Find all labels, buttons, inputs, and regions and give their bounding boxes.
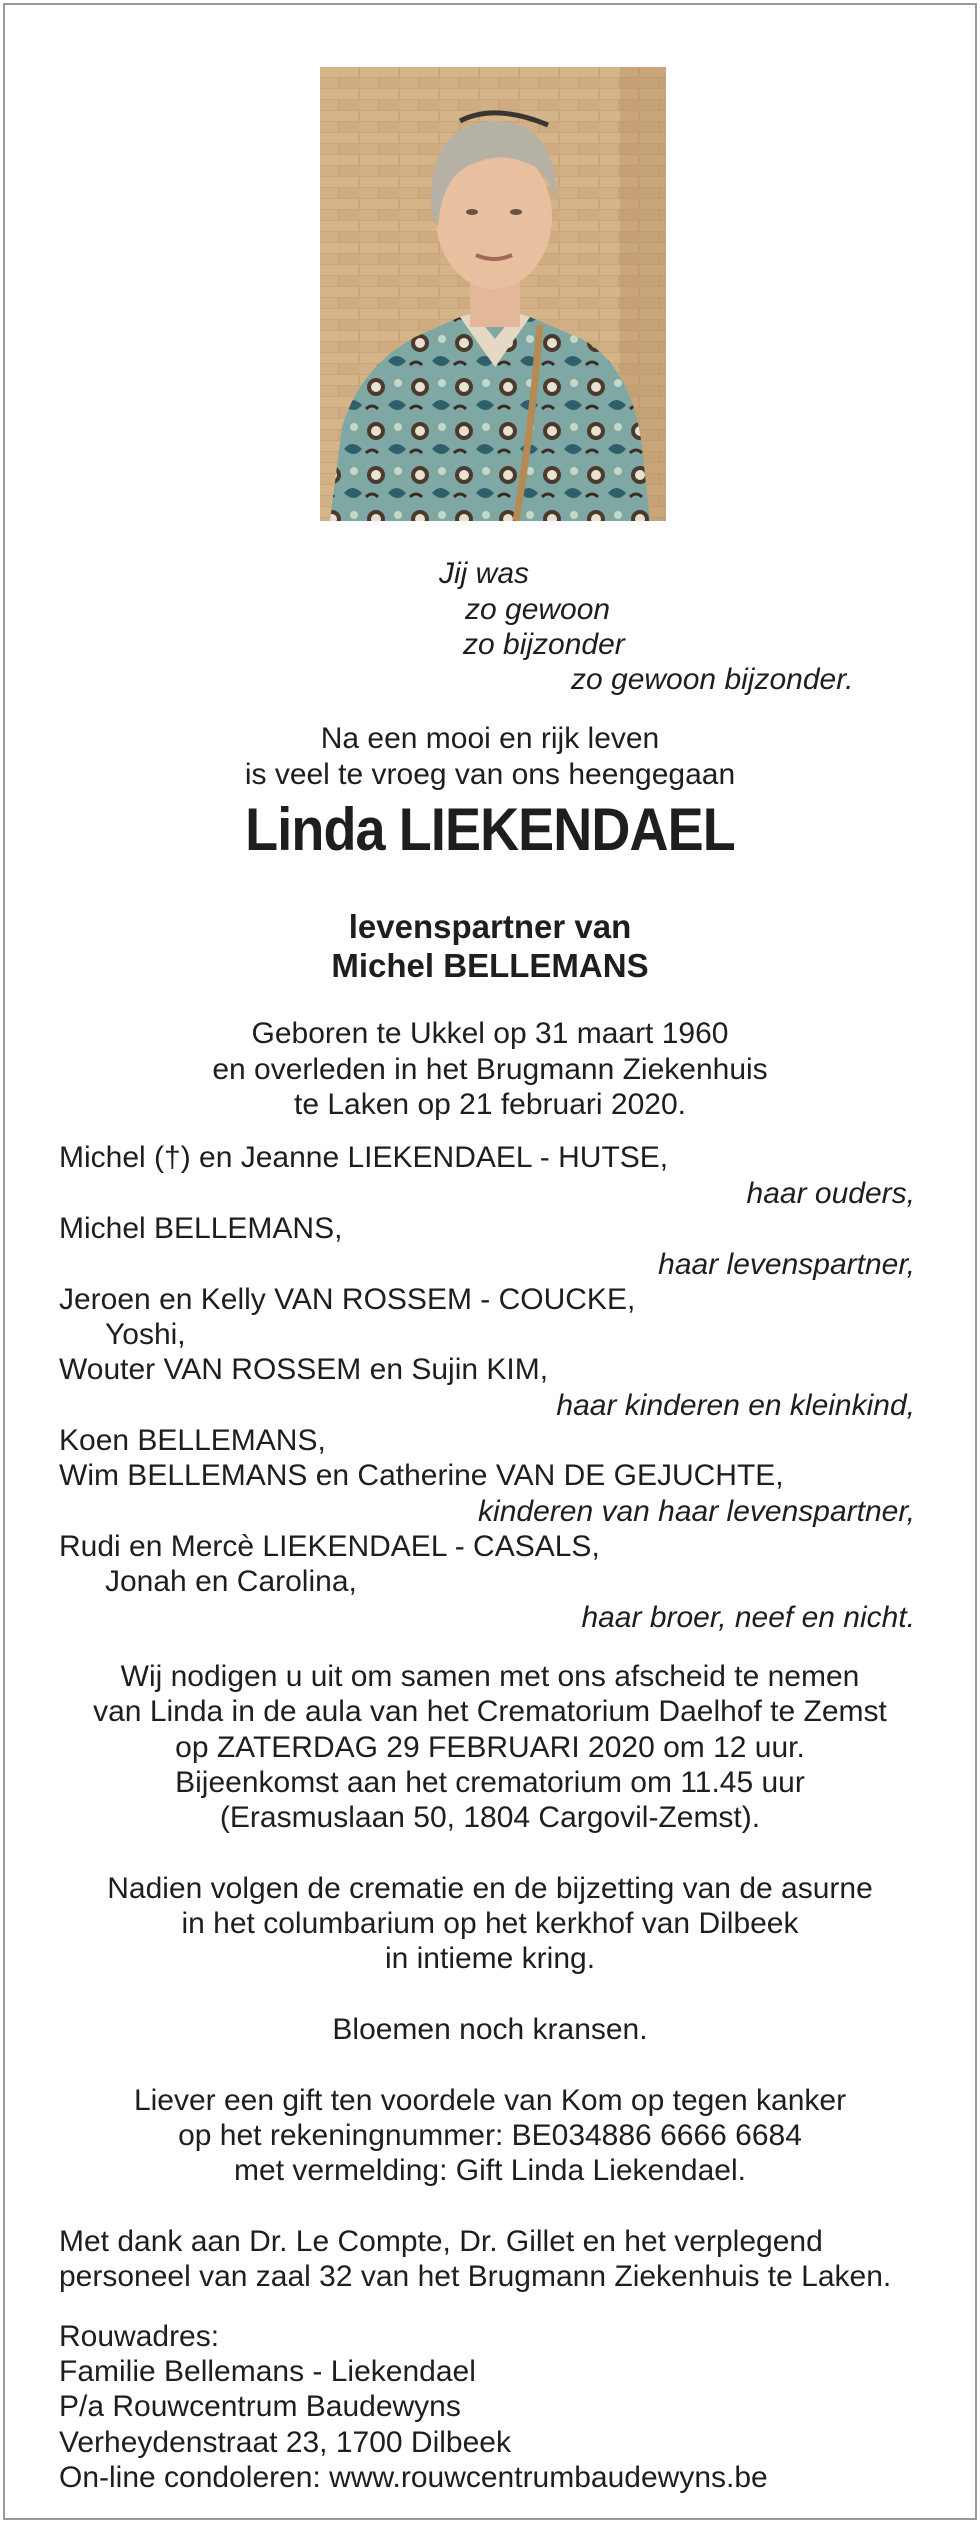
family-children: Wouter VAN ROSSEM en Sujin KIM, — [59, 1353, 549, 1386]
family-role: haar broer, neef en nicht. — [581, 1601, 915, 1634]
portrait-photo — [320, 67, 666, 521]
family-brother: Rudi en Mercè LIEKENDAEL - CASALS, — [59, 1530, 600, 1563]
partner-line: levenspartner van — [348, 908, 632, 945]
thanks-line: Met dank aan Dr. Le Compte, Dr. Gillet en het verplegend — [59, 2225, 823, 2258]
invitation-line: van Linda in de aula van het Crematorium Daelhof te Zemst — [93, 1695, 887, 1728]
cremation-line: in het columbarium op het kerkhof van Dilbeek — [181, 1907, 799, 1940]
cremation-line: in intieme kring. — [384, 1942, 596, 1975]
partner-line: Michel BELLEMANS — [331, 947, 649, 984]
address-line: P/a Rouwcentrum Baudewyns — [59, 2390, 461, 2423]
address-line: Verheydenstraat 23, 1700 Dilbeek — [59, 2426, 511, 2459]
family-parents: Michel (†) en Jeanne LIEKENDAEL - HUTSE, — [59, 1141, 669, 1174]
address-heading: Rouwadres: — [59, 2320, 220, 2353]
invitation-line: Wij nodigen u uit om samen met ons afscheid te nemen — [120, 1660, 860, 1693]
cremation-line: Nadien volgen de crematie en de bijzetting van de asurne — [107, 1872, 873, 1905]
condolence-link[interactable]: On-line condoleren: www.rouwcentrumbaudewyns.be — [59, 2461, 768, 2494]
family-stepchildren: Koen BELLEMANS, — [59, 1424, 326, 1457]
poem-line: zo bijzonder — [463, 628, 625, 661]
family-role: kinderen van haar levenspartner, — [478, 1495, 915, 1528]
donation-line: Liever een gift ten voordele van Kom op tegen kanker — [133, 2084, 847, 2117]
invitation-line: op ZATERDAG 29 FEBRUARI 2020 om 12 uur. — [175, 1731, 805, 1764]
birth-death-line: en overleden in het Brugmann Ziekenhuis — [212, 1053, 768, 1086]
intro-line: Na een mooi en rijk leven — [320, 722, 660, 755]
poem-line: Jij was — [439, 557, 530, 590]
address-line: Familie Bellemans - Liekendael — [59, 2355, 476, 2388]
invitation-line: (Erasmuslaan 50, 1804 Cargovil-Zemst). — [219, 1801, 761, 1834]
poem-line: zo gewoon bijzonder. — [571, 663, 854, 696]
donation-line: met vermelding: Gift Linda Liekendael. — [234, 2154, 746, 2187]
birth-death-line: Geboren te Ukkel op 31 maart 1960 — [251, 1017, 729, 1050]
family-children: Jeroen en Kelly VAN ROSSEM - COUCKE, — [59, 1283, 636, 1316]
birth-death-line: te Laken op 21 februari 2020. — [294, 1088, 686, 1121]
invitation-line: Bijeenkomst aan het crematorium om 11.45 uur — [175, 1766, 805, 1799]
family-stepchildren: Wim BELLEMANS en Catherine VAN DE GEJUCHTE, — [59, 1459, 784, 1492]
family-role: haar levenspartner, — [658, 1248, 915, 1281]
donation-line: op het rekeningnummer: BE034886 6666 6684 — [178, 2119, 802, 2152]
family-nephew-niece: Jonah en Carolina, — [105, 1565, 357, 1598]
intro-line: is veel te vroeg van ons heengegaan — [244, 758, 736, 791]
obituary-card — [3, 3, 977, 2520]
family-role: haar ouders, — [746, 1177, 915, 1210]
poem-line: zo gewoon — [465, 593, 611, 626]
thanks-line: personeel van zaal 32 van het Brugmann Ziekenhuis te Laken. — [59, 2260, 892, 2293]
flowers-note: Bloemen noch kransen. — [332, 2013, 648, 2046]
deceased-name: Linda LIEKENDAEL — [245, 796, 735, 863]
family-partner: Michel BELLEMANS, — [59, 1212, 343, 1245]
family-role: haar kinderen en kleinkind, — [556, 1389, 915, 1422]
family-grandchild: Yoshi, — [105, 1318, 186, 1351]
